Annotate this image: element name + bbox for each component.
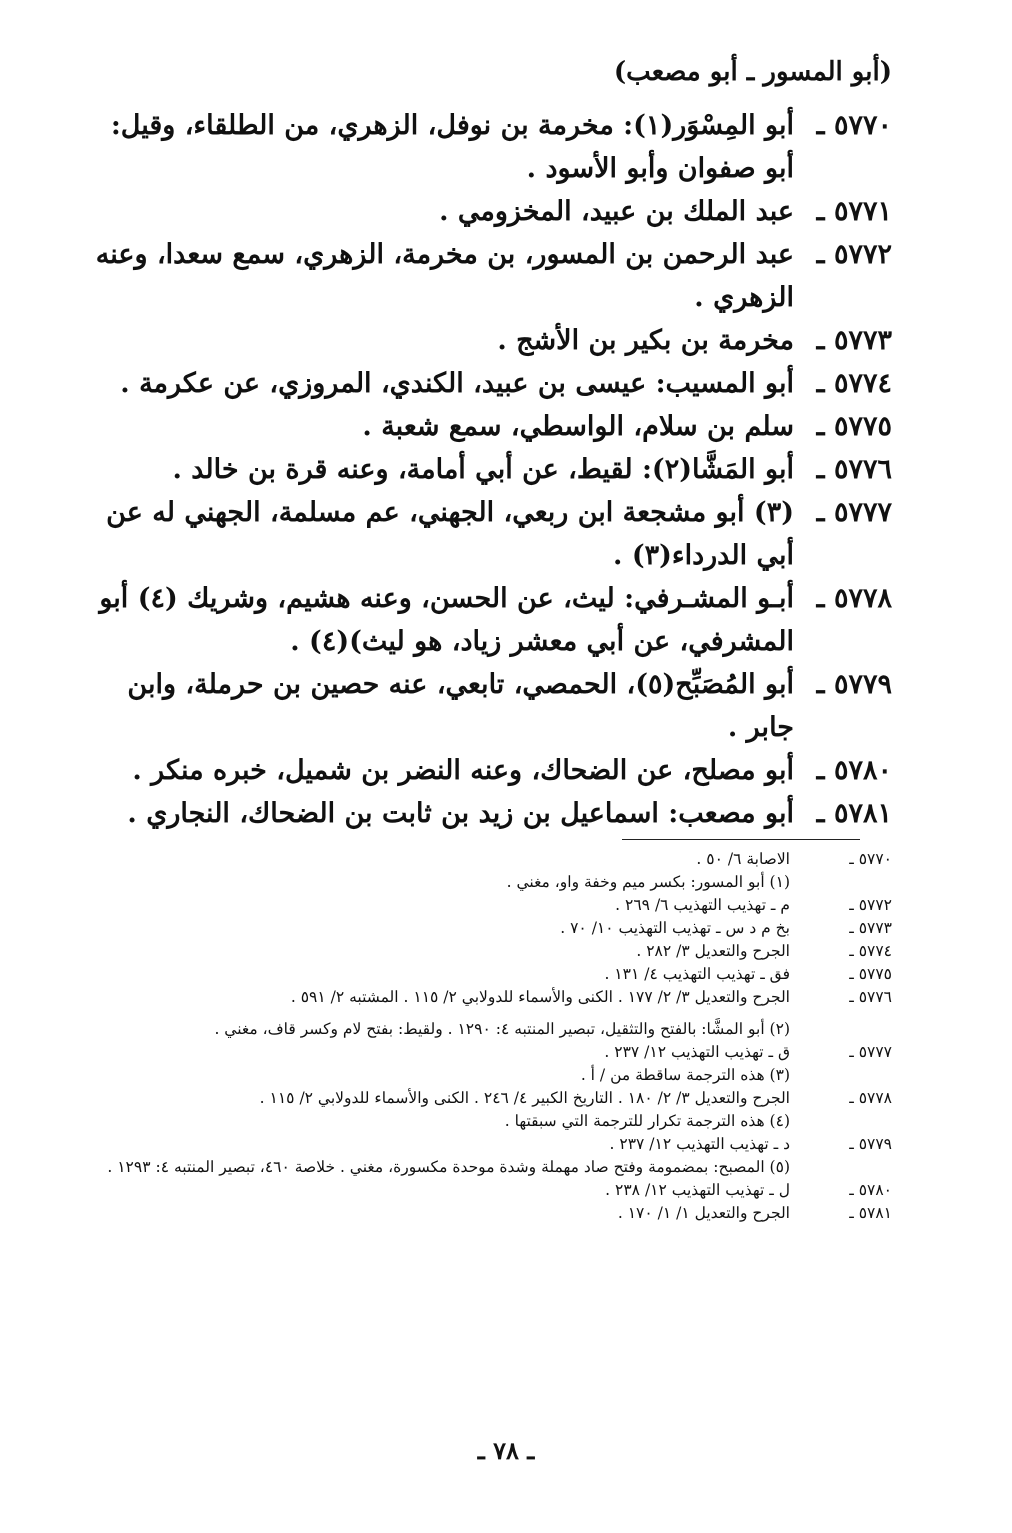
footnote-text: الجرح والتعديل ٣/ ٢/ ١٨٠ . التاريخ الكبير ٤/ ٢٤٦ . الكنى والأسماء للدولابي ٢/ ١١٥ .	[259, 1089, 790, 1107]
footnote-reference	[72, 940, 892, 963]
entry-number: ٥٧٨١ ـ	[816, 798, 892, 829]
entry-number: ٥٧٧٢ ـ	[816, 239, 892, 270]
entry	[92, 749, 892, 792]
footnote-reference	[72, 894, 892, 917]
entry-text: أبـو المشـرفي: ليث، عن الحسن، وعنه هشيم، وشريك (٤) أبو المشرفي، عن أبي معشر زياد، هو ليث)(٤) .	[99, 583, 794, 657]
footnote-text: (٥) المصبح: بمضمومة وفتح صاد مهملة وشدة موحدة مكسورة، مغني . خلاصة ٤٦٠، تبصير المنتبه ٤: ١٢٩٣ .	[107, 1158, 790, 1176]
entry	[92, 577, 892, 663]
entry	[92, 104, 892, 190]
footnote-note	[72, 1110, 892, 1133]
footnote-text: (٣) هذه الترجمة ساقطة من / أ .	[580, 1066, 790, 1084]
footnote-text: الجرح والتعديل ٣/ ٢/ ١٧٧ . الكنى والأسماء للدولابي ٢/ ١١٥ . المشتبه ٢/ ٥٩١ .	[290, 988, 790, 1006]
entry-number: ٥٧٧٩ ـ	[816, 669, 892, 700]
entry-text: أبو المِسْوَر(١): مخرمة بن نوفل، الزهري، من الطلقاء، وقيل: أبو صفوان وأبو الأسود .	[110, 110, 794, 184]
footnote-reference	[72, 848, 892, 871]
footnote-text: (١) أبو المسور: بكسر ميم وخفة واو، مغني .	[506, 873, 790, 891]
entry-text: أبو المُصَبِّح(٥)، الحمصي، تابعي، عنه حصين بن حرملة، وابن جابر .	[127, 669, 794, 743]
entry-number: ٥٧٧٣ ـ	[816, 325, 892, 356]
footnote-number: ٥٧٧٩ ـ	[849, 1135, 892, 1153]
footnote-text: (٢) أبو المشَّا: بالفتح والتثقيل، تبصير المنتبه ٤: ١٢٩٠ . ولقيط: بفتح لام وكسر قاف، مغني .	[214, 1020, 790, 1038]
entry-text: أبو المسيب: عيسى بن عبيد، الكندي، المروزي، عن عكرمة .	[120, 368, 794, 399]
entry-number: ٥٧٧٤ ـ	[816, 368, 892, 399]
entry	[92, 491, 892, 577]
entries-list	[92, 104, 892, 835]
footnote-text: الجرح والتعديل ٣/ ٢٨٢ .	[636, 942, 790, 960]
footnote-note	[72, 1156, 892, 1179]
entry-number: ٥٧٧٨ ـ	[816, 583, 892, 614]
entry-text: عبد الرحمن بن المسور، بن مخرمة، الزهري، سمع سعدا، وعنه الزهري .	[95, 239, 794, 313]
footnote-text: (٤) هذه الترجمة تكرار للترجمة التي سبقتها .	[504, 1112, 790, 1130]
entry	[92, 792, 892, 835]
entry-text: (٣) أبو مشجعة ابن ربعي، الجهني، عم مسلمة، الجهني له عن أبي الدرداء(٣) .	[106, 497, 794, 571]
footnotes-list	[72, 848, 892, 1225]
footnote-text: د ـ تهذيب التهذيب ١٢/ ٢٣٧ .	[609, 1135, 790, 1153]
footnote-reference	[72, 1202, 892, 1225]
entry-text: أبو المَشَّا(٢): لقيط، عن أبي أمامة، وعنه قرة بن خالد .	[172, 454, 794, 485]
entry-number: ٥٧٧٦ ـ	[816, 454, 892, 485]
entry	[92, 362, 892, 405]
footnote-note	[72, 1064, 892, 1087]
page-number: ـ ٧٨ ـ	[477, 1436, 535, 1465]
footnote-reference	[72, 1179, 892, 1202]
footnote-number: ٥٧٧٣ ـ	[849, 919, 892, 937]
running-header: (أبو المسور ـ أبو مصعب)	[613, 57, 892, 87]
footnote-text: ق ـ تهذيب التهذيب ١٢/ ٢٣٧ .	[604, 1043, 790, 1061]
footnote-text: م ـ تهذيب التهذيب ٦/ ٢٦٩ .	[615, 896, 790, 914]
footnote-reference	[72, 1133, 892, 1156]
entry-number: ٥٧٧١ ـ	[816, 196, 892, 227]
footnote-number: ٥٧٧٦ ـ	[849, 988, 892, 1006]
entry	[92, 319, 892, 362]
footnote-reference	[72, 986, 892, 1009]
footnote-text: فق ـ تهذيب التهذيب ٤/ ١٣١ .	[604, 965, 790, 983]
footnote-note	[72, 1018, 892, 1041]
footnote-text: الجرح والتعديل ١/ ١/ ١٧٠ .	[617, 1204, 790, 1222]
footnote-number: ٥٧٨٠ ـ	[849, 1181, 892, 1199]
footnote-text: بخ م د س ـ تهذيب التهذيب ١٠/ ٧٠ .	[560, 919, 790, 937]
footnote-number: ٥٧٧٨ ـ	[849, 1089, 892, 1107]
footnote-text: ل ـ تهذيب التهذيب ١٢/ ٢٣٨ .	[605, 1181, 790, 1199]
entry-number: ٥٧٨٠ ـ	[816, 755, 892, 786]
footnote-reference	[72, 917, 892, 940]
entry-number: ٥٧٧٧ ـ	[816, 497, 892, 528]
footnote-number: ٥٧٧٤ ـ	[849, 942, 892, 960]
entry	[92, 233, 892, 319]
entry	[92, 405, 892, 448]
footnote-separator	[622, 839, 860, 840]
footnote-reference	[72, 1041, 892, 1064]
entry	[92, 448, 892, 491]
footnote-reference	[72, 1087, 892, 1110]
footnote-number: ٥٧٧٧ ـ	[849, 1043, 892, 1061]
footnote-reference	[72, 963, 892, 986]
entry-text: سلم بن سلام، الواسطي، سمع شعبة .	[362, 411, 794, 442]
entry-number: ٥٧٧٠ ـ	[816, 110, 892, 141]
entry-text: عبد الملك بن عبيد، المخزومي .	[439, 196, 794, 227]
entry-text: أبو مصعب: اسماعيل بن زيد بن ثابت بن الضحاك، النجاري .	[127, 798, 794, 829]
footnote-number: ٥٧٧٠ ـ	[849, 850, 892, 868]
entry-text: مخرمة بن بكير بن الأشج .	[497, 325, 794, 356]
entry	[92, 663, 892, 749]
entry-text: أبو مصلح، عن الضحاك، وعنه النضر بن شميل، خبره منكر .	[132, 755, 794, 786]
entry-number: ٥٧٧٥ ـ	[816, 411, 892, 442]
entry	[92, 190, 892, 233]
footnote-note	[72, 871, 892, 894]
footnote-number: ٥٧٧٢ ـ	[849, 896, 892, 914]
footnote-number: ٥٧٨١ ـ	[849, 1204, 892, 1222]
footnote-text: الاصابة ٦/ ٥٠ .	[696, 850, 790, 868]
footnote-number: ٥٧٧٥ ـ	[849, 965, 892, 983]
